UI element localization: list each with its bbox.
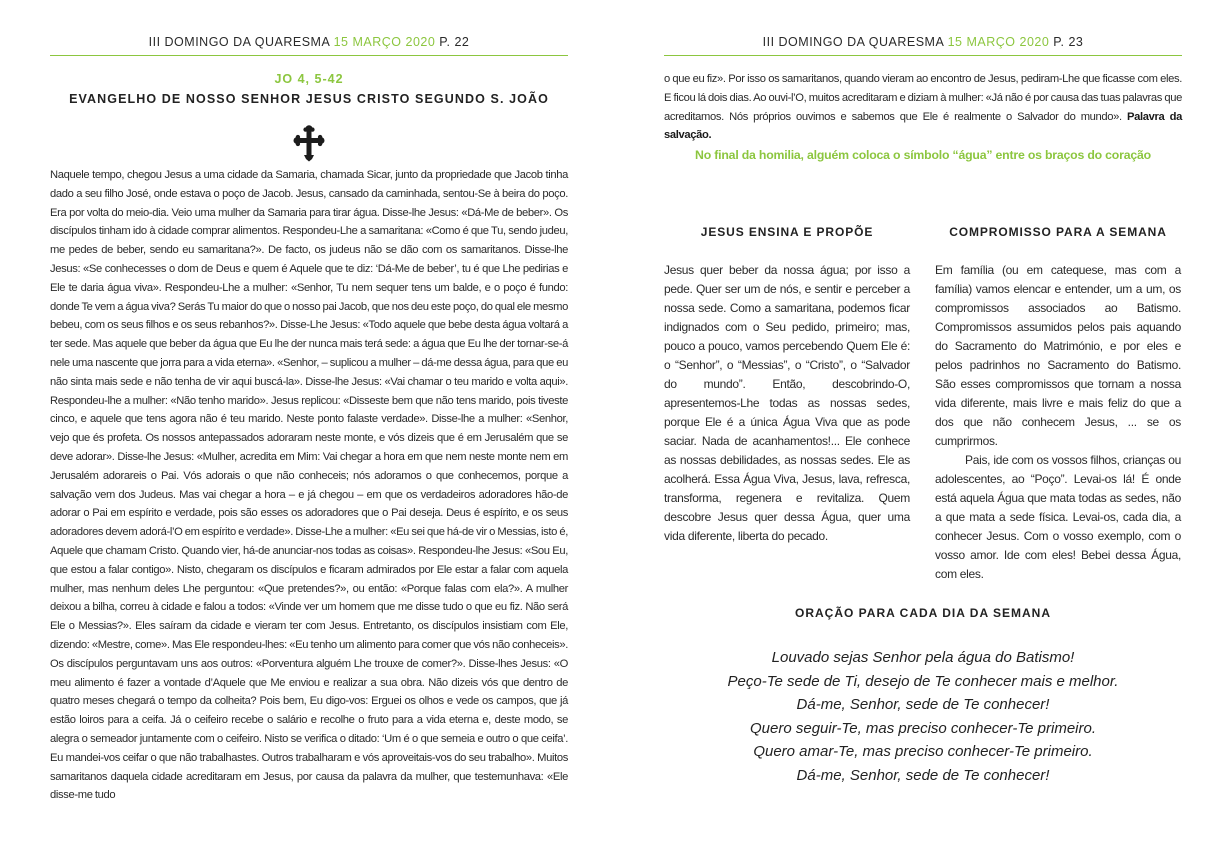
prayer-line: Louvado sejas Senhor pela água do Batismo! (771, 649, 1075, 666)
column-weekly-commitment (935, 225, 1181, 584)
gospel-continuation (664, 70, 1182, 145)
prayer-heading: ORAÇÃO PARA CADA DIA DA SEMANA (795, 606, 1051, 620)
header-title: III DOMINGO DA QUARESMA (148, 35, 330, 49)
column-paragraph-2 (935, 451, 1181, 584)
prayer-lines (664, 646, 1182, 788)
column-heading: COMPROMISSO PARA A SEMANA (949, 225, 1167, 239)
right-page (664, 0, 1182, 856)
left-page (50, 0, 568, 856)
column-jesus-teaches (664, 225, 910, 546)
prayer-line: Peço-Te sede de Ti, desejo de Te conhecer mais e melhor. (727, 672, 1119, 690)
gospel-continued-text: o que eu fiz». Por isso os samaritanos, quando vieram ao encontro de Jesus, pediram-Lhe que ficasse com eles. E ficou lá dois dias. Ao ouvi-l’O, muitos acreditaram e diziam à mulher: «Já não é por causa das tuas palavras que acreditamos. Nós próprios ouvimos e sabemos que Ele é realmente o Salvador do mundo». (664, 73, 1182, 123)
prayer-line: Quero seguir-Te, mas preciso conhecer-Te primeiro. (750, 719, 1096, 737)
prayer-line: Dá-me, Senhor, sede de Te conhecer! (796, 766, 1050, 784)
header-date: 15 MARÇO 2020 (947, 35, 1050, 49)
acclamation: Palavra da salvação. (664, 110, 1182, 142)
prayer-line: Dá-me, Senhor, sede de Te conhecer! (796, 696, 1050, 714)
header-date: 15 MARÇO 2020 (333, 35, 436, 49)
prayer-line: Quero amar-Te, mas preciso conhecer-Te primeiro. (753, 743, 1093, 761)
header-title: III DOMINGO DA QUARESMA (762, 35, 944, 49)
column-paragraph-2-text: Pais, ide com os vossos filhos, crianças ou adolescentes, ao “Poço”. Levai-os lá! É onde está aquela Água que mata todas as sedes, não a que mata a sede física. Levai-os, cada dia, a conhecer Jesus. Com o vosso exemplo, com o vosso amor. Ide com eles! Bebei dessa Água, com eles. (935, 453, 1181, 581)
header-rule (50, 55, 568, 56)
header-rule (664, 55, 1182, 56)
homily-instruction: No final da homilia, alguém coloca o símbolo “água” entre os braços do coração (695, 148, 1151, 162)
column-heading: JESUS ENSINA E PROPÕE (700, 225, 874, 239)
gospel-text: Naquele tempo, chegou Jesus a uma cidade da Samaria, chamada Sicar, junto da propriedade que Jacob tinha dado a seu filho José, onde estava o poço de Jacob. Jesus, cansado da caminhada, sentou-Se à beira do poço. Era por volta do meio-dia. Veio uma mulher da Samaria para tirar água. Disse-lhe Jesus: «Dá-Me de beber». Os discípulos tinham ido à cidade comprar alimentos. Respondeu-Lhe a samaritana: «Como é que Tu, sendo judeu, me pedes de beber, sendo eu samaritana?». De facto, os judeus não se dão com os samaritanos. Disse-lhe Jesus: «Se conhecesses o dom de Deus e quem é Aquele que te diz: ‘Dá-Me de beber’, tu é que Lhe pedirias e Ele te daria água viva». Respondeu-Lhe a mulher: «Senhor, Tu nem sequer tens um balde, e o poço é fundo: donde Te vem a água viva? Serás Tu maior do que o nosso pai Jacob, que nos deu este poço, do qual ele mesmo bebeu, com os seus filhos e os seus rebanhos?». Disse-Lhe Jesus: «Todo aquele que bebe desta água voltará a ter sede. Mas aquele que beber da água que Eu lhe der nunca mais terá sede: a água que Eu lhe der tornar-se-á nele uma nascente que jorra para a vida eterna». «Senhor, – suplicou a mulher – dá-me dessa água, para que eu não sinta mais sede e não tenha de vir aqui buscá-la». Disse-lhe Jesus: «Vai chamar o teu marido e volta aqui». Respondeu-lhe a mulher: «Não tenho marido». Jesus replicou: «Disseste bem que não tens marido, pois tiveste cinco, e aquele que tens agora não é teu marido. Neste ponto falaste verdade». Disse-lhe a mulher: «Senhor, vejo que és profeta. Os nossos antepassados adoraram neste monte, e vós dizeis que é em Jerusalém que se deve adorar». Disse-lhe Jesus: «Mulher, acredita em Mim: Vai chegar a hora em que nem neste monte nem em Jerusalém adorareis o Pai. Vós adorais o que não conheceis; nós adoramos o que conhecemos, porque a salvação vem dos Judeus. Mas vai chegar a hora – e já chegou – em que os verdadeiros adoradores hão-de adorar o Pai em espírito e verdade, pois são esses os adoradores que o Pai deseja. Deus é espírito, e os seus adoradores devem adorá-l’O em espírito e verdade». Disse-Lhe a mulher: «Eu sei que há-de vir o Messias, isto é, Aquele que chamam Cristo. Quando vier, há-de anunciar-nos todas as coisas». Respondeu-lhe Jesus: «Sou Eu, que estou a falar contigo». Nisto, chegaram os discípulos e ficaram admirados por Ele estar a falar com aquela mulher, mas nenhum deles Lhe perguntou: «Que pretendes?», ou então: «Porque falas com ela?». A mulher deixou a bilha, correu à cidade e falou a todos: «Vinde ver um homem que me disse tudo o que eu fiz. Não será Ele o Messias?». Eles saíram da cidade e vieram ter com Jesus. Entretanto, os discípulos insistiam com Ele, dizendo: «Mestre, come». Mas Ele respondeu-lhes: «Eu tenho um alimento para comer que vós não conheceis». Os discípulos perguntavam uns aos outros: «Porventura alguém Lhe trouxe de comer?». Disse-lhes Jesus: «O meu alimento é fazer a vontade d’Aquele que Me enviou e realizar a sua obra. Não dizeis vós que dentro de quatro meses chegará o tempo da colheita? Pois bem, Eu digo-vos: Erguei os olhos e vede os campos, que já estão loiros para a ceifa. Já o ceifeiro recebe o salário e recolhe o fruto para a vida eterna e, deste modo, se alegra o semeador juntamente com o ceifeiro. Nisto se verifica o ditado: ‘Um é o que semeia e outro o que ceifa’. Eu mandei-vos ceifar o que não trabalhastes. Outros trabalharam e vós aproveitais-vos do seu trabalho». Muitos samaritanos daquela cidade acreditaram em Jesus, por causa da palavra da mulher, que testemunhava: «Ele disse-me tudo (50, 169, 568, 802)
gospel-title: EVANGELHO DE NOSSO SENHOR JESUS CRISTO SEGUNDO S. JOÃO (69, 92, 549, 106)
running-header-left (50, 35, 568, 49)
running-header-right (664, 35, 1182, 49)
ornate-cross-icon (293, 124, 325, 162)
column-paragraph-1: Em família (ou em catequese, mas com a família) vamos elencar e entender, um a um, os compromissos associados ao Batismo. Compromissos assumidos pelos pais aquando do Sacramento do Matrimónio, e por eles e pelos padrinhos no Sacramento do Batismo. São esses compromissos que tornam a nossa vida diferente, mais livre e mais feliz do que a dos que não conhecem Jesus, ... se os cumprirmos. (935, 263, 1181, 448)
column-text: Jesus quer beber da nossa água; por isso a pede. Quer ser um de nós, e sentir e perceber a nossa sede. Como a samaritana, podemos ficar indignados com o Seu pedido, primeiro; mas, pouco a pouco, vamos percebendo Quem Ele é: o “Senhor”, o “Messias”, o “Cristo”, o “Salvador do mundo”. Então, descobrindo-O, apresentemos-Lhe todas as nossas sedes, porque Ele é a única Água Viva que as pode saciar. Nada de acanhamentos!... Ele conhece as nossas debilidades, as nossas sedes. Ele as acolherá. Essa Água Viva, Jesus, lava, refresca, transforma, regenera e revitaliza. Quem descobre Jesus quer dessa Água, quer uma vida diferente, liberta do pecado. (664, 263, 910, 543)
header-page-number: P. 23 (1053, 35, 1084, 49)
gospel-reference: JO 4, 5-42 (274, 72, 344, 86)
header-page-number: P. 22 (439, 35, 470, 49)
